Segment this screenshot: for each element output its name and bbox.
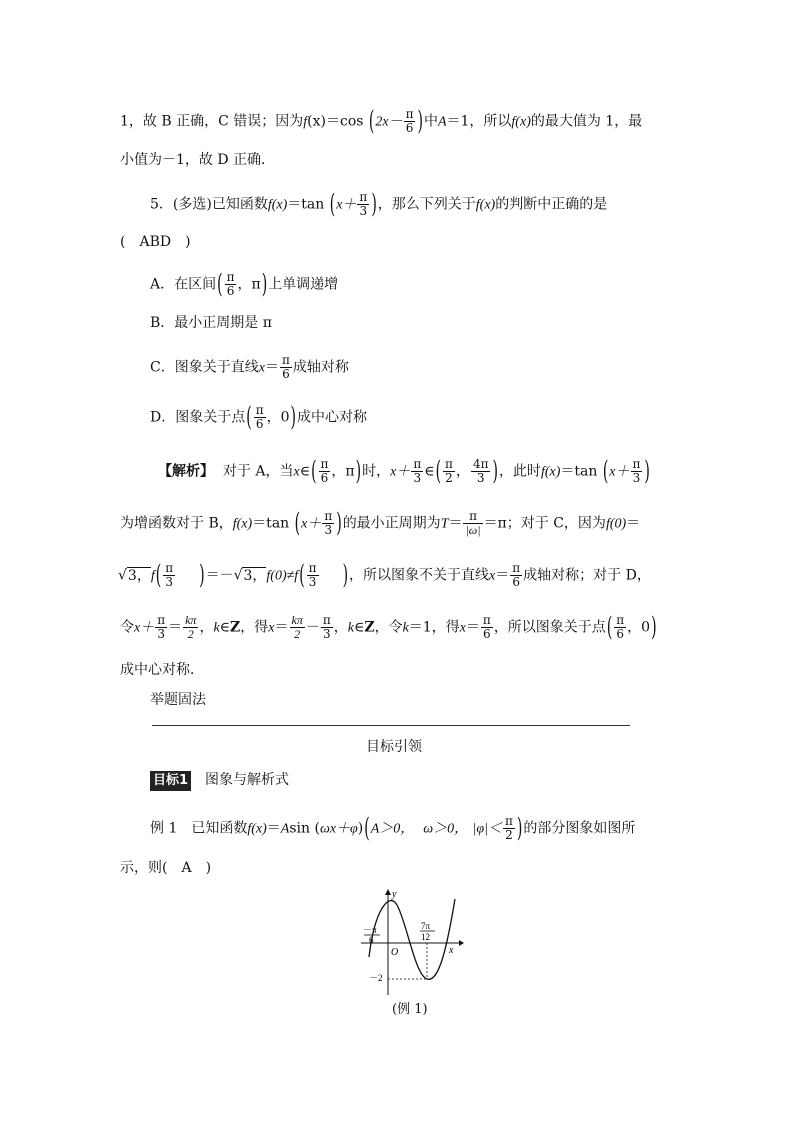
text: f bbox=[150, 568, 155, 584]
fraction: $\frac{\pi}{6}$ bbox=[226, 270, 235, 298]
section-heading: 举题固法 bbox=[150, 692, 206, 708]
text: k bbox=[347, 620, 354, 636]
y-axis-arrow bbox=[385, 889, 391, 895]
text: ，令 bbox=[374, 619, 403, 636]
text: ，0 bbox=[266, 409, 290, 426]
text: ， bbox=[333, 619, 348, 636]
text: ，π bbox=[237, 276, 261, 293]
text: ∈ bbox=[219, 619, 231, 636]
text: 成中心对称 bbox=[296, 409, 367, 426]
solution-analysis-3 bbox=[118, 562, 651, 589]
paren: ) bbox=[492, 456, 498, 487]
text: 的判断中正确的是 bbox=[495, 196, 608, 213]
text: ＝ bbox=[264, 359, 279, 376]
solution-analysis-2 bbox=[120, 510, 640, 537]
solution-analysis-4 bbox=[120, 614, 658, 641]
graph-caption: (例 1) bbox=[392, 1002, 428, 1017]
text: ，π bbox=[331, 463, 355, 480]
text: x bbox=[489, 568, 496, 584]
text: 例 1 已知函数 bbox=[150, 820, 248, 837]
text: ＝1，所以 bbox=[446, 113, 512, 130]
fraction: $\frac{\pi}{3}$ bbox=[359, 190, 368, 218]
text: ＝ bbox=[266, 820, 281, 837]
y-label: y bbox=[392, 889, 397, 900]
fraction: $\frac{\pi}{6}$ bbox=[255, 403, 264, 431]
section-divider bbox=[152, 725, 630, 726]
text: ＝tan bbox=[560, 463, 598, 480]
solution-line-2: 小值为－1，故 D 正确． bbox=[120, 152, 276, 168]
text: f(x) bbox=[540, 464, 561, 480]
text: f(0) bbox=[605, 516, 627, 532]
text: ， bbox=[199, 619, 214, 636]
option-b: B．最小正周期是 π bbox=[150, 315, 272, 331]
target-badge: 目标1 bbox=[150, 771, 191, 791]
text: C．图象关于直线 bbox=[150, 359, 259, 376]
text: ω＞0， bbox=[423, 821, 469, 837]
paren: ) bbox=[290, 402, 296, 433]
solution-analysis-5: 成中心对称． bbox=[120, 662, 204, 678]
text: 上单调递增 bbox=[268, 276, 339, 293]
text: 为增函数对于 B， bbox=[120, 515, 233, 532]
text: ＝tan bbox=[287, 196, 325, 213]
text: ∈ bbox=[353, 619, 365, 636]
text: x＋ bbox=[336, 197, 357, 213]
sqrt-sign: √ bbox=[233, 567, 243, 584]
text: f(x) bbox=[232, 516, 253, 532]
option-a bbox=[150, 271, 338, 298]
text: 中 bbox=[423, 113, 438, 130]
paren: ) bbox=[342, 560, 349, 591]
question-5-answer: ( ABD ) bbox=[120, 234, 191, 250]
paren: ) bbox=[651, 612, 657, 643]
origin-label: O bbox=[391, 947, 399, 958]
text: ＝π；对于 C，因为 bbox=[483, 515, 606, 532]
text: x bbox=[459, 620, 466, 636]
text: ＝ bbox=[465, 619, 480, 636]
text: f(x) bbox=[475, 197, 496, 213]
text: f bbox=[303, 114, 308, 130]
text: f(x) bbox=[511, 114, 531, 130]
text: x＋ bbox=[301, 516, 322, 532]
tick-six: 6 bbox=[369, 935, 374, 945]
paren: ( bbox=[602, 456, 609, 487]
example-1-graph bbox=[355, 887, 465, 997]
tick-seven-pi: 7π bbox=[421, 921, 431, 931]
text: － bbox=[305, 619, 320, 636]
text: Z bbox=[364, 619, 375, 636]
text: 3， bbox=[127, 567, 151, 584]
text: k bbox=[213, 620, 220, 636]
text: ＝ bbox=[626, 515, 641, 532]
fraction: $\frac{\pi}{3}$ bbox=[308, 561, 317, 589]
tick-neg-pi: －π bbox=[363, 925, 377, 935]
text: x＋ bbox=[609, 464, 630, 480]
fraction: $\frac{\pi}{6}$ bbox=[616, 613, 625, 641]
text: ，此时 bbox=[498, 463, 541, 480]
fraction: $\frac{\pi}{3}$ bbox=[324, 509, 333, 537]
x-label: x bbox=[449, 945, 454, 956]
text: T bbox=[440, 516, 449, 532]
text: 成轴对称 bbox=[292, 359, 349, 376]
text: 的最小正周期为 bbox=[342, 515, 441, 532]
paren: ( bbox=[294, 508, 301, 539]
fraction: $\frac{\pi}{3}$ bbox=[157, 613, 166, 641]
text: 成轴对称；对于 D， bbox=[523, 567, 651, 584]
text: 的部分图象如图所 bbox=[523, 820, 636, 837]
text: ，得 bbox=[240, 619, 269, 636]
text: 2x－ bbox=[375, 114, 403, 130]
text: |φ|＜ bbox=[472, 821, 502, 837]
fraction: $\frac{\pi}{6}$ bbox=[405, 107, 414, 135]
text: x＋ bbox=[134, 620, 155, 636]
paren: ) bbox=[644, 456, 650, 487]
fraction: $\frac{\pi}{3}$ bbox=[322, 613, 331, 641]
fraction: $\frac{4\pi}{3}$ bbox=[472, 457, 489, 485]
text: A bbox=[280, 821, 290, 837]
text: x bbox=[258, 360, 265, 376]
paren: ) bbox=[355, 456, 362, 487]
text: k bbox=[402, 620, 409, 636]
example-1-answer: 示，则( A ) bbox=[120, 860, 212, 876]
text: ) bbox=[357, 820, 364, 837]
text: 3， bbox=[243, 567, 267, 584]
target-heading bbox=[150, 770, 289, 791]
fraction: $\frac{\pi}{3}$ bbox=[632, 457, 641, 485]
fraction: $\frac{\pi}{6}$ bbox=[482, 613, 491, 641]
text: A bbox=[437, 114, 447, 130]
center-title: 目标引领 bbox=[366, 739, 422, 755]
option-c bbox=[150, 354, 349, 381]
text: A．在区间 bbox=[150, 276, 217, 293]
text: A＞0， bbox=[370, 821, 415, 837]
paren: ) bbox=[371, 189, 377, 220]
text: x＋ bbox=[390, 464, 411, 480]
paren: ) bbox=[516, 813, 523, 844]
text: ∈ bbox=[424, 463, 435, 480]
paren: ( bbox=[435, 456, 442, 487]
question-5-stem bbox=[150, 191, 607, 218]
text: 时， bbox=[362, 463, 391, 480]
text: f(x) bbox=[267, 197, 288, 213]
text: ＝－ bbox=[205, 567, 234, 584]
text: ，所以图象不关于直线 bbox=[349, 567, 490, 584]
text: ，那么下列关于 bbox=[377, 196, 476, 213]
x-axis-arrow bbox=[459, 940, 464, 946]
text: f(0)≠f bbox=[266, 568, 299, 584]
text: ＝ bbox=[274, 619, 289, 636]
text: ，0 bbox=[627, 619, 651, 636]
paren: ) bbox=[336, 508, 342, 539]
paren: ) bbox=[261, 269, 268, 300]
text: Z bbox=[230, 619, 241, 636]
fraction: $\frac{k\pi}{2}$ bbox=[185, 613, 197, 641]
paren: ( bbox=[364, 813, 370, 844]
paren: ( bbox=[299, 560, 305, 591]
text: ，所以图象关于点 bbox=[493, 619, 606, 636]
text: ＝tan bbox=[252, 515, 290, 532]
text: f(x) bbox=[247, 821, 267, 837]
fraction: $\frac{\pi}{3}$ bbox=[413, 457, 422, 485]
fraction: $\frac{\pi}{2}$ bbox=[505, 814, 513, 842]
text: 令 bbox=[120, 619, 134, 636]
paren: ( bbox=[246, 402, 252, 433]
target-title: 图象与解析式 bbox=[205, 772, 290, 788]
text: sin ( bbox=[289, 820, 320, 837]
text: ， bbox=[455, 463, 470, 480]
example-1-stem bbox=[150, 815, 635, 842]
sine-curve bbox=[369, 899, 455, 979]
text: ∈ bbox=[299, 463, 311, 480]
paren: ( bbox=[606, 612, 613, 643]
text: x bbox=[293, 464, 300, 480]
fraction: $\frac{\pi}{6}$ bbox=[512, 561, 521, 589]
fraction: $\frac{\pi}{6}$ bbox=[281, 353, 290, 381]
text: ＝ bbox=[168, 619, 183, 636]
text: ＝1，得 bbox=[408, 619, 460, 636]
option-d bbox=[150, 404, 367, 431]
fraction: $\frac{\pi}{2}$ bbox=[445, 457, 453, 485]
fraction: $\frac{\pi}{|\omega|}$ bbox=[465, 509, 481, 537]
solution-line-1 bbox=[120, 108, 642, 135]
text: 对于 A，当 bbox=[222, 463, 294, 480]
fraction: $\frac{\pi}{3}$ bbox=[165, 561, 174, 589]
text: ωx＋φ bbox=[319, 821, 358, 837]
text: D．图象关于点 bbox=[150, 409, 246, 426]
text: x bbox=[268, 620, 275, 636]
tick-twelve: 12 bbox=[421, 932, 430, 942]
sqrt-sign: √ bbox=[118, 567, 127, 584]
text: ＝ bbox=[448, 515, 463, 532]
fraction: $\frac{k\pi}{2}$ bbox=[291, 613, 303, 641]
text: (x)＝cos bbox=[307, 113, 364, 130]
paren: ( bbox=[368, 106, 375, 137]
paren: ( bbox=[329, 189, 336, 220]
paren: ( bbox=[311, 456, 317, 487]
paren: ) bbox=[417, 106, 423, 137]
paren: ( bbox=[155, 560, 162, 591]
solution-analysis-1 bbox=[158, 458, 651, 485]
paren: ) bbox=[199, 560, 205, 591]
fraction: $\frac{\pi}{6}$ bbox=[320, 457, 329, 485]
text: 5．(多选)已知函数 bbox=[150, 196, 268, 213]
text: ＝ bbox=[495, 567, 510, 584]
analysis-tag: 【解析】 bbox=[158, 463, 214, 480]
text: 的最大值为 1，最 bbox=[530, 113, 643, 130]
text: 1，故 B 正确，C 错误；因为 bbox=[120, 113, 304, 130]
tick-neg-two: －2 bbox=[369, 973, 383, 983]
paren: ( bbox=[217, 269, 223, 300]
